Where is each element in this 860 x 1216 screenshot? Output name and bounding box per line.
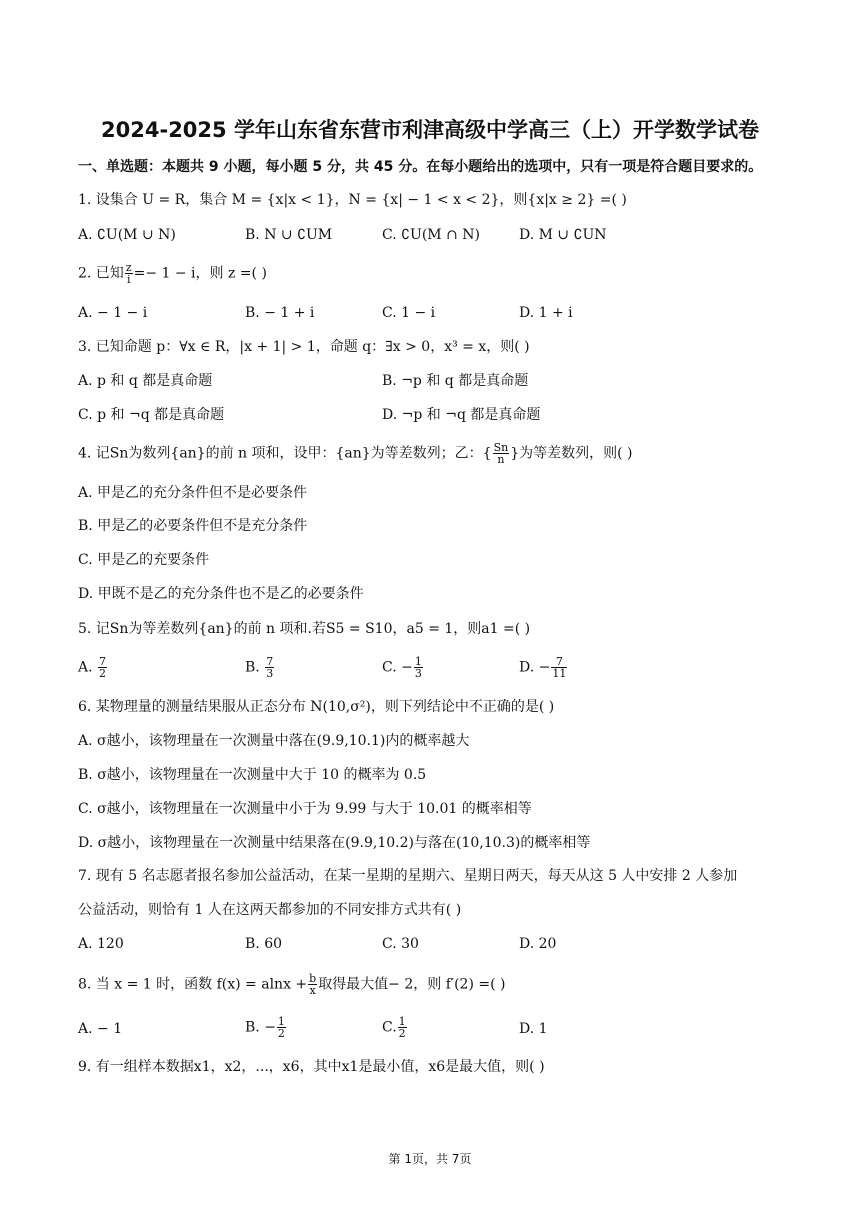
question-3-option-a: A. p 和 q 都是真命题 xyxy=(78,373,213,389)
numerator: 7 xyxy=(551,656,567,668)
denominator: i xyxy=(126,273,131,286)
question-8-option-c xyxy=(382,1016,408,1039)
question-3-option-d: D. ¬p 和 ¬q 都是真命题 xyxy=(382,407,541,423)
question-6-option-d: D. σ越小，该物理量在一次测量中结果落在(9.9,10.2)与落在(10,10.3)的概率相等 xyxy=(78,835,591,851)
numerator: b xyxy=(309,972,317,985)
question-1-stem: 1. 设集合 U = R，集合 M = {x|x < 1}，N = {x| − 1 < x < 2}，则{x|x ≥ 2} =( ) xyxy=(78,192,627,208)
question-1-option-a: A. ∁U(M ∪ N) xyxy=(78,227,176,243)
question-5-option-c xyxy=(382,656,424,679)
question-6-option-a: A. σ越小，该物理量在一次测量中落在(9.9,10.1)内的概率越大 xyxy=(78,733,470,749)
question-7-option-a: A. 120 xyxy=(78,936,124,952)
denominator: 2 xyxy=(99,667,107,680)
question-6-stem: 6. 某物理量的测量结果服从正态分布 N(10,σ²)，则下列结论中不正确的是( ) xyxy=(78,699,555,715)
denominator: 3 xyxy=(414,667,422,680)
numerator: z xyxy=(125,261,132,274)
question-9-stem: 9. 有一组样本数据x1，x2，...，x6，其中x1是最小值，x6是最大值，则( ) xyxy=(78,1059,545,1075)
numerator: Sn xyxy=(493,441,509,454)
question-3-option-c: C. p 和 ¬q 都是真命题 xyxy=(78,407,225,423)
question-7-stem-line-1: 7. 现有 5 名志愿者报名参加公益活动，在某一星期的星期六、星期日两天，每天从这 5 人中安排 2 人参加 xyxy=(78,868,738,884)
denominator: 2 xyxy=(398,1027,406,1040)
question-2-option-c: C. 1 − i xyxy=(382,305,436,321)
question-6-option-c: C. σ越小，该物理量在一次测量中小于为 9.99 与大于 10.01 的概率相等 xyxy=(78,801,532,817)
page-footer: 第 1页，共 7页 xyxy=(388,1152,472,1166)
question-3-option-b: B. ¬p 和 q 都是真命题 xyxy=(382,373,529,389)
denominator: 11 xyxy=(552,667,567,680)
question-2-option-d: D. 1 + i xyxy=(519,305,573,321)
question-8-option-b xyxy=(245,1016,287,1039)
option-label: B. − xyxy=(245,1019,276,1036)
page-title: 2024-2025 学年山东省东营市利津高级中学高三（上）开学数学试卷 xyxy=(101,118,759,142)
stem-text: =− 1 − i，则 z =( ) xyxy=(133,265,267,282)
question-5-option-d xyxy=(519,656,568,679)
question-2-option-a: A. − 1 − i xyxy=(78,305,148,321)
question-6-option-b: B. σ越小，该物理量在一次测量中大于 10 的概率为 0.5 xyxy=(78,767,427,783)
question-1-option-c: C. ∁U(M ∩ N) xyxy=(382,227,480,243)
fraction xyxy=(493,442,510,465)
question-7-option-b: B. 60 xyxy=(245,936,283,952)
question-7-option-d: D. 20 xyxy=(519,936,557,952)
numerator: 1 xyxy=(398,1015,406,1028)
numerator: 7 xyxy=(99,655,107,668)
question-3-stem: 3. 已知命题 p：∀x ∈ R，|x + 1| > 1，命题 q：∃x > 0，x³ = x，则( ) xyxy=(78,339,530,355)
question-5-option-a xyxy=(78,656,108,679)
question-4-option-b: B. 甲是乙的必要条件但不是充分条件 xyxy=(78,518,308,534)
fraction xyxy=(398,1016,407,1039)
question-7-option-c: C. 30 xyxy=(382,936,419,952)
question-5-option-b xyxy=(245,656,275,679)
option-label: D. − xyxy=(519,659,551,676)
question-7-stem-line-2: 公益活动，则恰有 1 人在这两天都参加的不同安排方式共有( ) xyxy=(78,902,462,918)
option-label: C. xyxy=(382,1019,397,1036)
fraction xyxy=(551,656,567,679)
numerator: 1 xyxy=(414,655,422,668)
numerator: 7 xyxy=(266,655,274,668)
fraction xyxy=(265,656,274,679)
fraction xyxy=(125,262,133,285)
denominator: n xyxy=(497,453,505,466)
option-label: C. − xyxy=(382,659,413,676)
denominator: 2 xyxy=(277,1027,285,1040)
option-label: B. xyxy=(245,659,265,676)
denominator: 3 xyxy=(266,667,274,680)
question-2-stem xyxy=(78,262,267,285)
stem-text: 2. 已知 xyxy=(78,265,124,282)
question-4-option-a: A. 甲是乙的充分条件但不是必要条件 xyxy=(78,485,308,501)
fraction xyxy=(414,656,423,679)
question-1-option-b: B. N ∪ ∁UM xyxy=(245,227,333,243)
denominator: x xyxy=(309,984,316,997)
stem-text: }为等差数列，则( ) xyxy=(510,445,633,462)
option-label: A. xyxy=(78,659,98,676)
question-4-stem xyxy=(78,442,633,465)
stem-text: 4. 记Sn为数列{an}的前 n 项和，设甲：{an}为等差数列；乙：{ xyxy=(78,445,492,462)
stem-text: 8. 当 x = 1 时，函数 f(x) = alnx + xyxy=(78,976,308,993)
section-heading: 一、单选题：本题共 9 小题，每小题 5 分，共 45 分。在每小题给出的选项中，只有一项是符合题目要求的。 xyxy=(78,159,763,175)
stem-text: 取得最大值− 2，则 f′(2) =( ) xyxy=(318,976,506,993)
question-8-option-d: D. 1 xyxy=(519,1021,548,1037)
question-4-option-c: C. 甲是乙的充要条件 xyxy=(78,552,210,568)
fraction xyxy=(277,1016,286,1039)
fraction xyxy=(98,656,107,679)
fraction xyxy=(308,973,317,996)
question-8-stem xyxy=(78,973,505,996)
question-5-stem: 5. 记Sn为等差数列{an}的前 n 项和.若S5 = S10，a5 = 1，则a1 =( ) xyxy=(78,621,531,637)
question-2-option-b: B. − 1 + i xyxy=(245,305,315,321)
question-1-option-d: D. M ∪ ∁UN xyxy=(519,227,607,243)
question-8-option-a: A. − 1 xyxy=(78,1021,123,1037)
numerator: 1 xyxy=(277,1015,285,1028)
question-4-option-d: D. 甲既不是乙的充分条件也不是乙的必要条件 xyxy=(78,586,364,602)
